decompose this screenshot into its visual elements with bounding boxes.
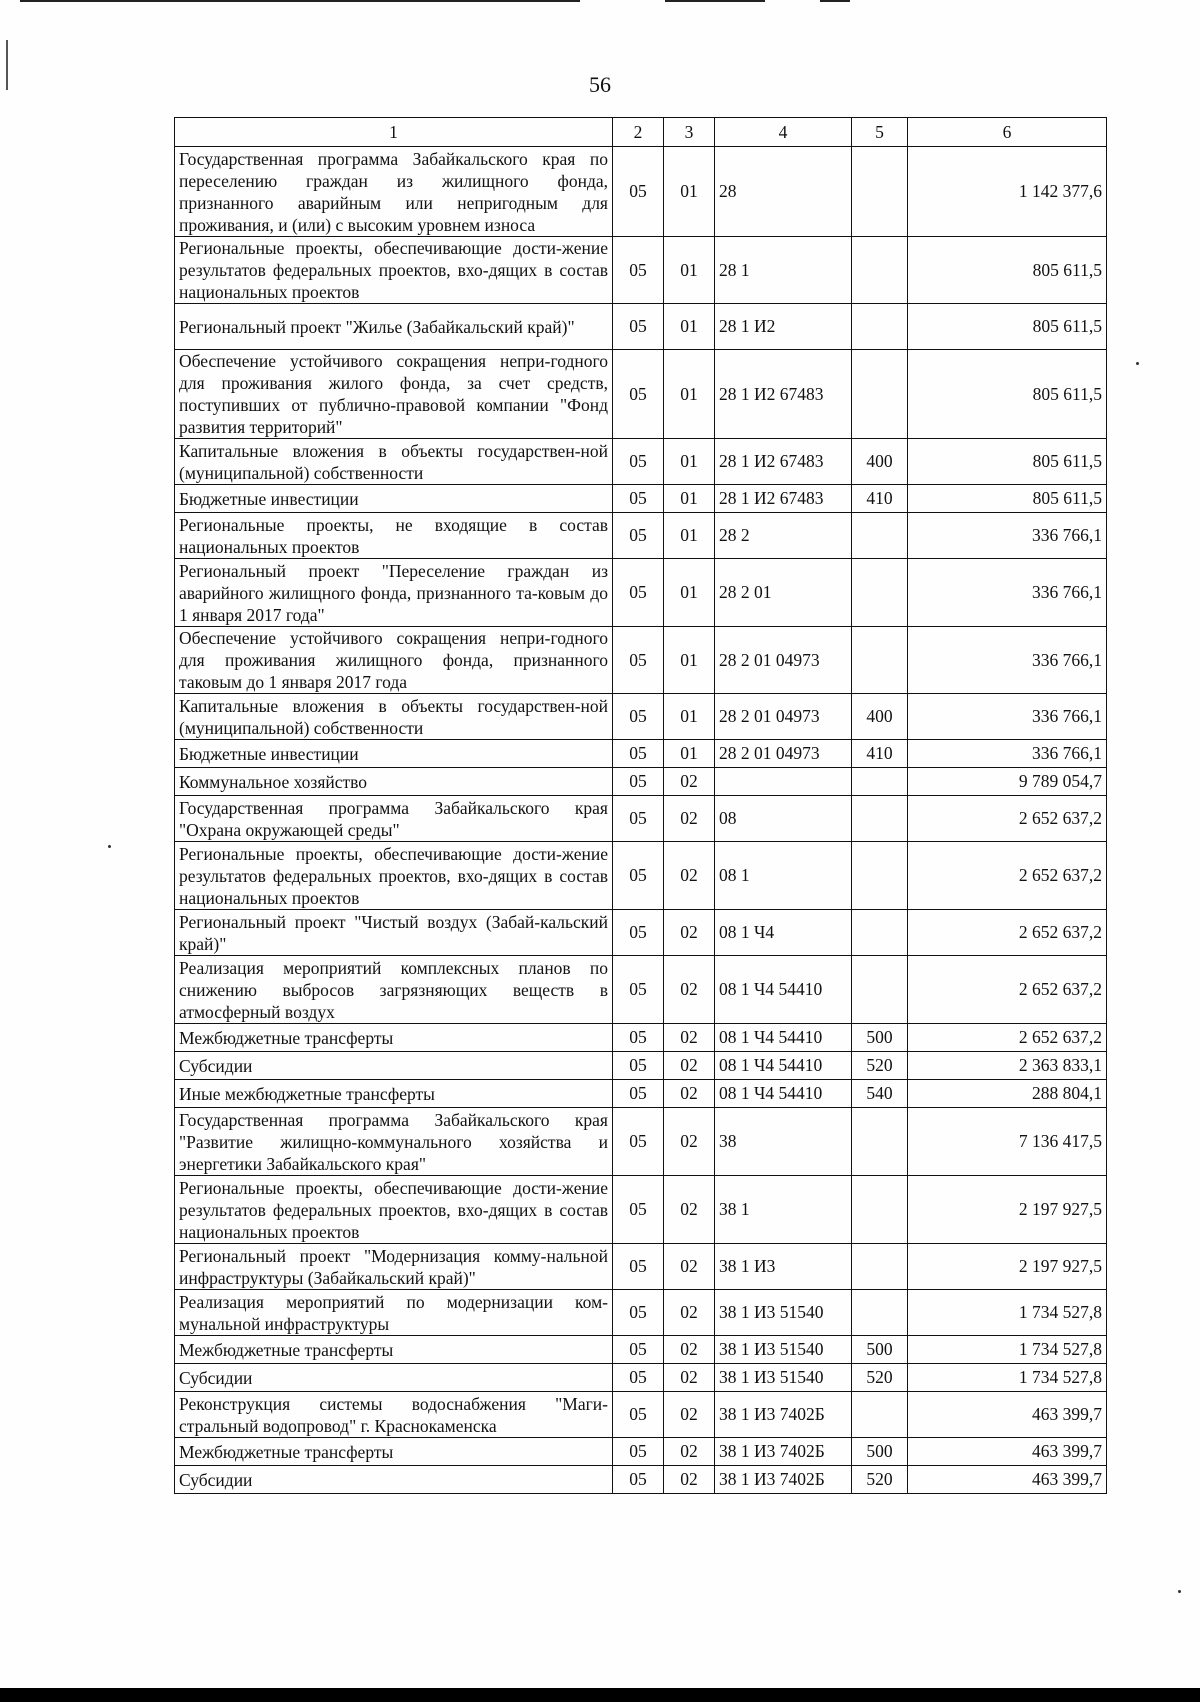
amount: 336 766,1: [908, 559, 1107, 627]
amount: 805 611,5: [908, 485, 1107, 513]
amount: 336 766,1: [908, 694, 1107, 740]
subsection-code: 02: [664, 910, 715, 956]
expense-type-code: [852, 350, 908, 439]
table-row: [175, 1290, 1107, 1336]
target-article-code: 38 1 И3 7402Б: [715, 1438, 852, 1466]
row-name: Реализация мероприятий по модернизации ком-мунальной инфраструктуры: [175, 1290, 613, 1336]
section-code: 05: [613, 1466, 664, 1494]
expense-type-code: [852, 796, 908, 842]
row-name: Бюджетные инвестиции: [175, 485, 613, 513]
table-row: [175, 1392, 1107, 1438]
target-article-code: 28 1: [715, 237, 852, 304]
subsection-code: 02: [664, 768, 715, 796]
section-code: 05: [613, 910, 664, 956]
scan-speck: [108, 845, 111, 848]
row-name: Коммунальное хозяйство: [175, 768, 613, 796]
section-code: 05: [613, 485, 664, 513]
section-code: 05: [613, 1244, 664, 1290]
table-row: [175, 768, 1107, 796]
expense-type-code: [852, 513, 908, 559]
amount: 2 652 637,2: [908, 796, 1107, 842]
subsection-code: 02: [664, 1336, 715, 1364]
section-code: 05: [613, 1392, 664, 1438]
amount: 1 734 527,8: [908, 1336, 1107, 1364]
subsection-code: 02: [664, 1024, 715, 1052]
expense-type-code: 500: [852, 1438, 908, 1466]
expense-type-code: [852, 147, 908, 237]
table-body: [175, 147, 1107, 1494]
amount: 2 197 927,5: [908, 1244, 1107, 1290]
expense-type-code: 540: [852, 1080, 908, 1108]
expense-type-code: 520: [852, 1364, 908, 1392]
row-name: Капитальные вложения в объекты государствен-ной (муниципальной) собственности: [175, 439, 613, 485]
target-article-code: 28 2 01 04973: [715, 694, 852, 740]
amount: 1 734 527,8: [908, 1364, 1107, 1392]
table-row: [175, 1052, 1107, 1080]
target-article-code: 38 1 И3 51540: [715, 1290, 852, 1336]
row-name: Субсидии: [175, 1364, 613, 1392]
table-row: [175, 1336, 1107, 1364]
row-name: Субсидии: [175, 1052, 613, 1080]
section-code: 05: [613, 350, 664, 439]
row-name: Региональный проект "Переселение граждан из аварийного жилищного фонда, признанного та-ковым до 1 января 2017 года": [175, 559, 613, 627]
target-article-code: 28 1 И2: [715, 304, 852, 350]
target-article-code: 28 1 И2 67483: [715, 350, 852, 439]
scan-speck: [1136, 362, 1139, 365]
target-article-code: 08 1: [715, 842, 852, 910]
table-row: [175, 1080, 1107, 1108]
subsection-code: 02: [664, 842, 715, 910]
section-code: 05: [613, 1052, 664, 1080]
subsection-code: 02: [664, 1052, 715, 1080]
table-row: [175, 237, 1107, 304]
subsection-code: 01: [664, 350, 715, 439]
section-code: 05: [613, 1024, 664, 1052]
subsection-code: 02: [664, 1466, 715, 1494]
target-article-code: 28 2 01 04973: [715, 740, 852, 768]
table-row: [175, 842, 1107, 910]
expense-type-code: [852, 1244, 908, 1290]
amount: 2 652 637,2: [908, 842, 1107, 910]
subsection-code: 02: [664, 1108, 715, 1176]
row-name: Субсидии: [175, 1466, 613, 1494]
target-article-code: 28: [715, 147, 852, 237]
row-name: Межбюджетные трансферты: [175, 1336, 613, 1364]
row-name: Реализация мероприятий комплексных планов по снижению выбросов загрязняющих веществ в атмосферный воздух: [175, 956, 613, 1024]
amount: 805 611,5: [908, 350, 1107, 439]
scan-edge-line: [820, 0, 850, 2]
scan-speck: [1178, 1590, 1181, 1593]
expense-type-code: [852, 627, 908, 694]
column-header: 6: [908, 118, 1107, 147]
table-row: [175, 485, 1107, 513]
row-name: Государственная программа Забайкальского края по переселению граждан из жилищного фонда, признанного аварийным или непригодным для проживания, и (или) с высоким уровнем износа: [175, 147, 613, 237]
section-code: 05: [613, 627, 664, 694]
amount: 1 142 377,6: [908, 147, 1107, 237]
subsection-code: 02: [664, 1080, 715, 1108]
subsection-code: 02: [664, 1244, 715, 1290]
row-name: Межбюджетные трансферты: [175, 1024, 613, 1052]
target-article-code: 38 1 И3: [715, 1244, 852, 1290]
target-article-code: 38 1 И3 51540: [715, 1364, 852, 1392]
amount: 9 789 054,7: [908, 768, 1107, 796]
target-article-code: 38 1 И3 51540: [715, 1336, 852, 1364]
subsection-code: 01: [664, 147, 715, 237]
expense-type-code: [852, 559, 908, 627]
table-row: [175, 910, 1107, 956]
section-code: 05: [613, 768, 664, 796]
table-row: [175, 559, 1107, 627]
amount: 288 804,1: [908, 1080, 1107, 1108]
amount: 463 399,7: [908, 1438, 1107, 1466]
table-row: [175, 1466, 1107, 1494]
table-row: [175, 627, 1107, 694]
row-name: Региональные проекты, не входящие в состав национальных проектов: [175, 513, 613, 559]
section-code: 05: [613, 796, 664, 842]
expense-type-code: 410: [852, 740, 908, 768]
target-article-code: 08 1 Ч4: [715, 910, 852, 956]
section-code: 05: [613, 237, 664, 304]
expense-type-code: 520: [852, 1052, 908, 1080]
scan-bottom-border: [0, 1688, 1200, 1702]
table-row: [175, 304, 1107, 350]
expense-type-code: 500: [852, 1024, 908, 1052]
target-article-code: 28 2: [715, 513, 852, 559]
table-row: [175, 513, 1107, 559]
target-article-code: 28 2 01 04973: [715, 627, 852, 694]
amount: 805 611,5: [908, 439, 1107, 485]
target-article-code: 08 1 Ч4 54410: [715, 1052, 852, 1080]
column-header: 3: [664, 118, 715, 147]
section-code: 05: [613, 304, 664, 350]
expense-type-code: 410: [852, 485, 908, 513]
table-row: [175, 1244, 1107, 1290]
target-article-code: 28 1 И2 67483: [715, 485, 852, 513]
table-row: [175, 147, 1107, 237]
amount: 2 363 833,1: [908, 1052, 1107, 1080]
subsection-code: 02: [664, 796, 715, 842]
expense-type-code: [852, 842, 908, 910]
table-row: [175, 439, 1107, 485]
section-code: 05: [613, 1176, 664, 1244]
row-name: Бюджетные инвестиции: [175, 740, 613, 768]
subsection-code: 01: [664, 304, 715, 350]
amount: 463 399,7: [908, 1466, 1107, 1494]
section-code: 05: [613, 439, 664, 485]
expense-type-code: 400: [852, 694, 908, 740]
row-name: Региональные проекты, обеспечивающие дости-жение результатов федеральных проектов, вхо-дящих в состав национальных проектов: [175, 237, 613, 304]
column-header: 2: [613, 118, 664, 147]
subsection-code: 01: [664, 627, 715, 694]
expense-type-code: 500: [852, 1336, 908, 1364]
subsection-code: 01: [664, 694, 715, 740]
expense-type-code: [852, 956, 908, 1024]
amount: 1 734 527,8: [908, 1290, 1107, 1336]
expense-type-code: [852, 237, 908, 304]
target-article-code: 38 1 И3 7402Б: [715, 1392, 852, 1438]
section-code: 05: [613, 1336, 664, 1364]
row-name: Государственная программа Забайкальского края "Охрана окружающей среды": [175, 796, 613, 842]
subsection-code: 01: [664, 513, 715, 559]
expense-type-code: [852, 1392, 908, 1438]
amount: 805 611,5: [908, 304, 1107, 350]
expense-type-code: 520: [852, 1466, 908, 1494]
section-code: 05: [613, 1080, 664, 1108]
row-name: Капитальные вложения в объекты государствен-ной (муниципальной) собственности: [175, 694, 613, 740]
amount: 2 652 637,2: [908, 910, 1107, 956]
subsection-code: 01: [664, 439, 715, 485]
column-header: 5: [852, 118, 908, 147]
target-article-code: 28 1 И2 67483: [715, 439, 852, 485]
table-row: [175, 1108, 1107, 1176]
target-article-code: 28 2 01: [715, 559, 852, 627]
amount: 2 652 637,2: [908, 1024, 1107, 1052]
row-name: Региональные проекты, обеспечивающие дости-жение результатов федеральных проектов, вхо-дящих в состав национальных проектов: [175, 1176, 613, 1244]
target-article-code: 38 1: [715, 1176, 852, 1244]
amount: 336 766,1: [908, 740, 1107, 768]
scan-edge-line: [20, 0, 580, 2]
scan-edge-line: [665, 0, 765, 2]
section-code: 05: [613, 956, 664, 1024]
subsection-code: 01: [664, 740, 715, 768]
amount: 336 766,1: [908, 627, 1107, 694]
expense-type-code: [852, 1176, 908, 1244]
section-code: 05: [613, 1108, 664, 1176]
amount: 805 611,5: [908, 237, 1107, 304]
amount: 2 197 927,5: [908, 1176, 1107, 1244]
section-code: 05: [613, 559, 664, 627]
subsection-code: 01: [664, 559, 715, 627]
subsection-code: 02: [664, 1290, 715, 1336]
section-code: 05: [613, 513, 664, 559]
section-code: 05: [613, 147, 664, 237]
subsection-code: 01: [664, 485, 715, 513]
subsection-code: 02: [664, 1392, 715, 1438]
section-code: 05: [613, 740, 664, 768]
page-number: 56: [589, 72, 611, 97]
row-name: Региональные проекты, обеспечивающие дости-жение результатов федеральных проектов, вхо-дящих в состав национальных проектов: [175, 842, 613, 910]
target-article-code: 08 1 Ч4 54410: [715, 1024, 852, 1052]
target-article-code: 08: [715, 796, 852, 842]
target-article-code: 08 1 Ч4 54410: [715, 1080, 852, 1108]
row-name: Региональный проект "Модернизация комму-нальной инфраструктуры (Забайкальский край)": [175, 1244, 613, 1290]
expense-type-code: [852, 910, 908, 956]
row-name: Реконструкция системы водоснабжения "Маги-стральный водопровод" г. Краснокаменска: [175, 1392, 613, 1438]
budget-table: [174, 117, 1107, 1494]
row-name: Межбюджетные трансферты: [175, 1438, 613, 1466]
table-row: [175, 1176, 1107, 1244]
subsection-code: 02: [664, 956, 715, 1024]
table-row: [175, 956, 1107, 1024]
section-code: 05: [613, 1438, 664, 1466]
row-name: Региональный проект "Жилье (Забайкальский край)": [175, 304, 613, 350]
subsection-code: 01: [664, 237, 715, 304]
subsection-code: 02: [664, 1438, 715, 1466]
table-row: [175, 740, 1107, 768]
expense-type-code: 400: [852, 439, 908, 485]
row-name: Обеспечение устойчивого сокращения непри-годного для проживания жилищного фонда, признанного таковым до 1 января 2017 года: [175, 627, 613, 694]
table-row: [175, 1438, 1107, 1466]
expense-type-code: [852, 304, 908, 350]
amount: 7 136 417,5: [908, 1108, 1107, 1176]
column-header: 4: [715, 118, 852, 147]
amount: 2 652 637,2: [908, 956, 1107, 1024]
target-article-code: 38: [715, 1108, 852, 1176]
table-row: [175, 694, 1107, 740]
target-article-code: [715, 768, 852, 796]
section-code: 05: [613, 842, 664, 910]
column-header: 1: [175, 118, 613, 147]
section-code: 05: [613, 694, 664, 740]
amount: 463 399,7: [908, 1392, 1107, 1438]
target-article-code: 38 1 И3 7402Б: [715, 1466, 852, 1494]
section-code: 05: [613, 1364, 664, 1392]
row-name: Государственная программа Забайкальского края "Развитие жилищно-коммунального хозяйства и энергетики Забайкальского края": [175, 1108, 613, 1176]
row-name: Региональный проект "Чистый воздух (Забай-кальский край)": [175, 910, 613, 956]
target-article-code: 08 1 Ч4 54410: [715, 956, 852, 1024]
section-code: 05: [613, 1290, 664, 1336]
expense-type-code: [852, 1290, 908, 1336]
table-row: [175, 1364, 1107, 1392]
expense-type-code: [852, 768, 908, 796]
row-name: Иные межбюджетные трансферты: [175, 1080, 613, 1108]
table-row: [175, 796, 1107, 842]
row-name: Обеспечение устойчивого сокращения непри-годного для проживания жилого фонда, за счет средств, поступивших от публично-правовой компании "Фонд развития территорий": [175, 350, 613, 439]
table-row: [175, 1024, 1107, 1052]
column-number-row: [175, 118, 1107, 147]
subsection-code: 02: [664, 1364, 715, 1392]
amount: 336 766,1: [908, 513, 1107, 559]
expense-type-code: [852, 1108, 908, 1176]
subsection-code: 02: [664, 1176, 715, 1244]
table-row: [175, 350, 1107, 439]
